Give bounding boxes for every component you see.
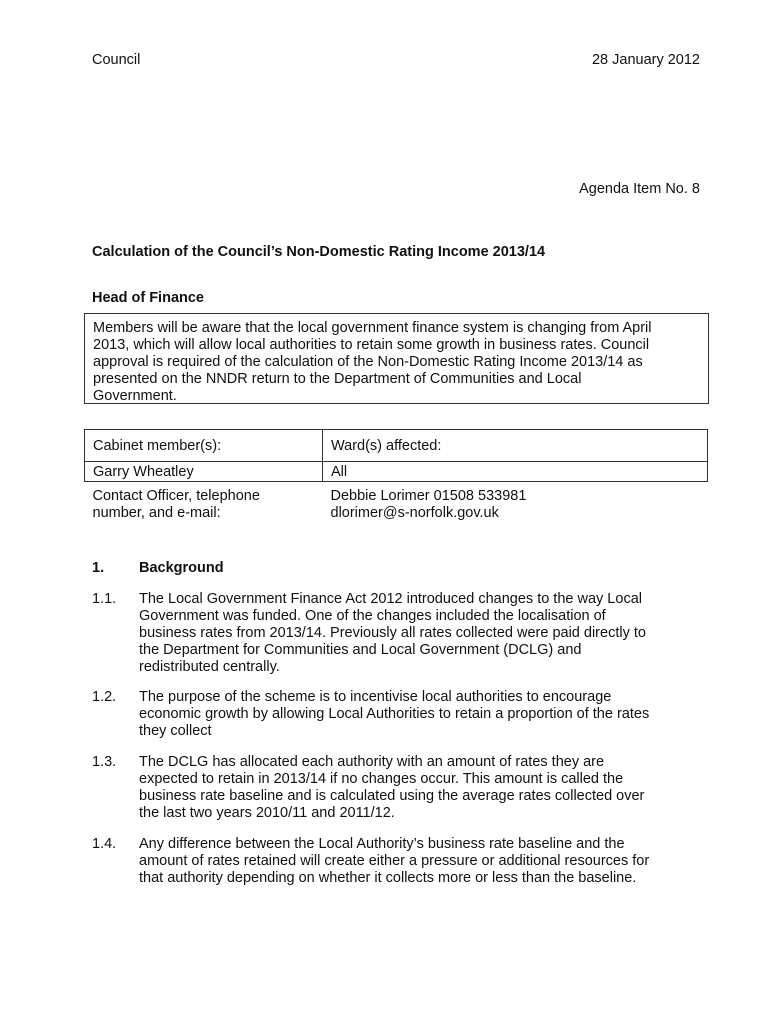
contact-email: dlorimer@s-norfolk.gov.uk bbox=[330, 505, 499, 521]
table-row bbox=[85, 462, 708, 482]
summary-line: presented on the NNDR return to the Department of Communities and Local bbox=[93, 371, 582, 387]
paragraph-line: The purpose of the scheme is to incentivise local authorities to encourage bbox=[139, 689, 612, 705]
paragraph-text bbox=[139, 836, 699, 887]
summary-line: approval is required of the calculation of the Non-Domestic Rating Income 2013/14 as bbox=[93, 354, 643, 370]
report-author: Head of Finance bbox=[92, 290, 204, 306]
report-title: Calculation of the Council’s Non-Domestic Rating Income 2013/14 bbox=[92, 244, 546, 260]
cabinet-label: Cabinet member(s): bbox=[85, 430, 323, 462]
paragraph-text bbox=[139, 591, 699, 676]
section-number: 1. bbox=[92, 560, 105, 576]
paragraph-line: amount of rates retained will create either a pressure or additional resources for bbox=[139, 853, 650, 869]
summary-line: Government. bbox=[93, 388, 177, 404]
agenda-item-number: Agenda Item No. 8 bbox=[579, 181, 700, 197]
paragraph-number: 1.4. bbox=[92, 836, 117, 852]
paragraph-line: they collect bbox=[139, 723, 212, 739]
summary-box bbox=[84, 313, 709, 404]
paragraph-line: the Department for Communities and Local Government (DCLG) and bbox=[139, 642, 582, 658]
paragraph-number: 1.2. bbox=[92, 689, 117, 705]
section-title: Background bbox=[139, 560, 224, 576]
paragraph-text bbox=[139, 689, 699, 740]
paragraph-line: the last two years 2010/11 and 2011/12. bbox=[139, 805, 395, 821]
paragraph-number: 1.1. bbox=[92, 591, 117, 607]
paragraph-line: business rate baseline and is calculated using the average rates collected over bbox=[139, 788, 645, 804]
table-row bbox=[85, 482, 708, 523]
summary-line: 2013, which will allow local authorities to retain some growth in business rates. Council bbox=[93, 337, 650, 353]
contact-label-line: Contact Officer, telephone bbox=[92, 488, 260, 504]
paragraph-line: expected to retain in 2013/14 if no changes occur. This amount is called the bbox=[139, 771, 624, 787]
table-row bbox=[85, 430, 708, 462]
ward-label: Ward(s) affected: bbox=[323, 430, 708, 462]
paragraph-line: business rates from 2013/14. Previously all rates collected were paid directly to bbox=[139, 625, 646, 641]
paragraph-line: economic growth by allowing Local Authorities to retain a proportion of the rates bbox=[139, 706, 650, 722]
ward-value: All bbox=[323, 462, 708, 482]
paragraph-line: Government was funded. One of the changes included the localisation of bbox=[139, 608, 606, 624]
paragraph-text bbox=[139, 754, 699, 822]
header-date: 28 January 2012 bbox=[591, 52, 700, 68]
paragraph-line: that authority depending on whether it collects more or less than the baseline. bbox=[139, 870, 637, 886]
header-council: Council bbox=[92, 52, 141, 68]
contact-label bbox=[85, 482, 323, 523]
paragraph-line: Any difference between the Local Authority’s business rate baseline and the bbox=[139, 836, 625, 852]
contact-value bbox=[323, 482, 708, 523]
info-table bbox=[84, 429, 708, 522]
cabinet-value: Garry Wheatley bbox=[85, 462, 323, 482]
paragraph-line: The Local Government Finance Act 2012 introduced changes to the way Local bbox=[139, 591, 642, 607]
contact-phone: Debbie Lorimer 01508 533981 bbox=[330, 488, 527, 504]
contact-label-line: number, and e-mail: bbox=[92, 505, 221, 521]
summary-line: Members will be aware that the local government finance system is changing from April bbox=[93, 320, 652, 336]
paragraph-line: The DCLG has allocated each authority with an amount of rates they are bbox=[139, 754, 605, 770]
paragraph-line: redistributed centrally. bbox=[139, 659, 280, 675]
paragraph-number: 1.3. bbox=[92, 754, 117, 770]
